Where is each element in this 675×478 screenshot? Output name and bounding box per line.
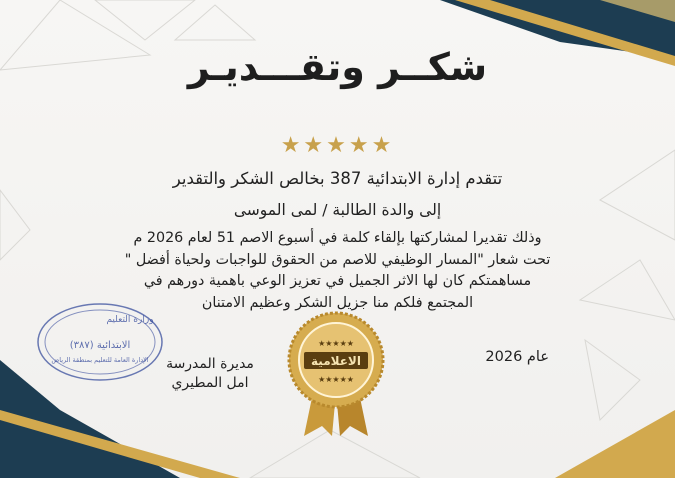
year-label: عام 2026	[485, 349, 549, 365]
certificate-title: شكــر وتقـــديـر	[187, 45, 488, 89]
body-line: وذلك تقديرا لمشاركتها بإلقاء كلمة في أسبوع الاصم 51 لعام 2026 م	[133, 230, 542, 246]
body-line: المجتمع فلكم منا جزيل الشكر وعظيم الامتنان	[201, 294, 474, 311]
gold-medal-seal	[286, 308, 386, 438]
stamp-ministry: وزارة التعليم	[106, 315, 154, 325]
medal-top-stars: ★★★★★	[318, 339, 354, 348]
principal-name: امل المطيري	[171, 375, 249, 391]
rating-stars: ★★★★★	[280, 133, 395, 158]
recipient-line: إلى والدة الطالبة / لمى الموسى	[233, 201, 442, 219]
medal-bottom-stars: ★★★★★	[318, 375, 354, 384]
gold-corner-bottom-right	[555, 410, 675, 478]
thanks-line: تتقدم إدارة الابتدائية 387 بخالص الشكر والتقدير	[172, 169, 503, 188]
body-line: مساهمتكم كان لها الاثر الجميل في تعزيز الوعي باهمية دورهم في	[143, 273, 532, 289]
medal-label: الاعلامية	[311, 354, 361, 368]
principal-title: مديرة المدرسة	[166, 356, 254, 372]
body-line: تحت شعار "المسار الوظيفي للاصم من الحقوق للواجبات ولحياة أفضل "	[124, 251, 551, 268]
school-stamp	[35, 300, 165, 385]
stamp-school: الابتدائية (٣٨٧)	[69, 340, 131, 351]
stamp-region: الإدارة العامة للتعليم بمنطقة الرياض	[51, 356, 149, 364]
